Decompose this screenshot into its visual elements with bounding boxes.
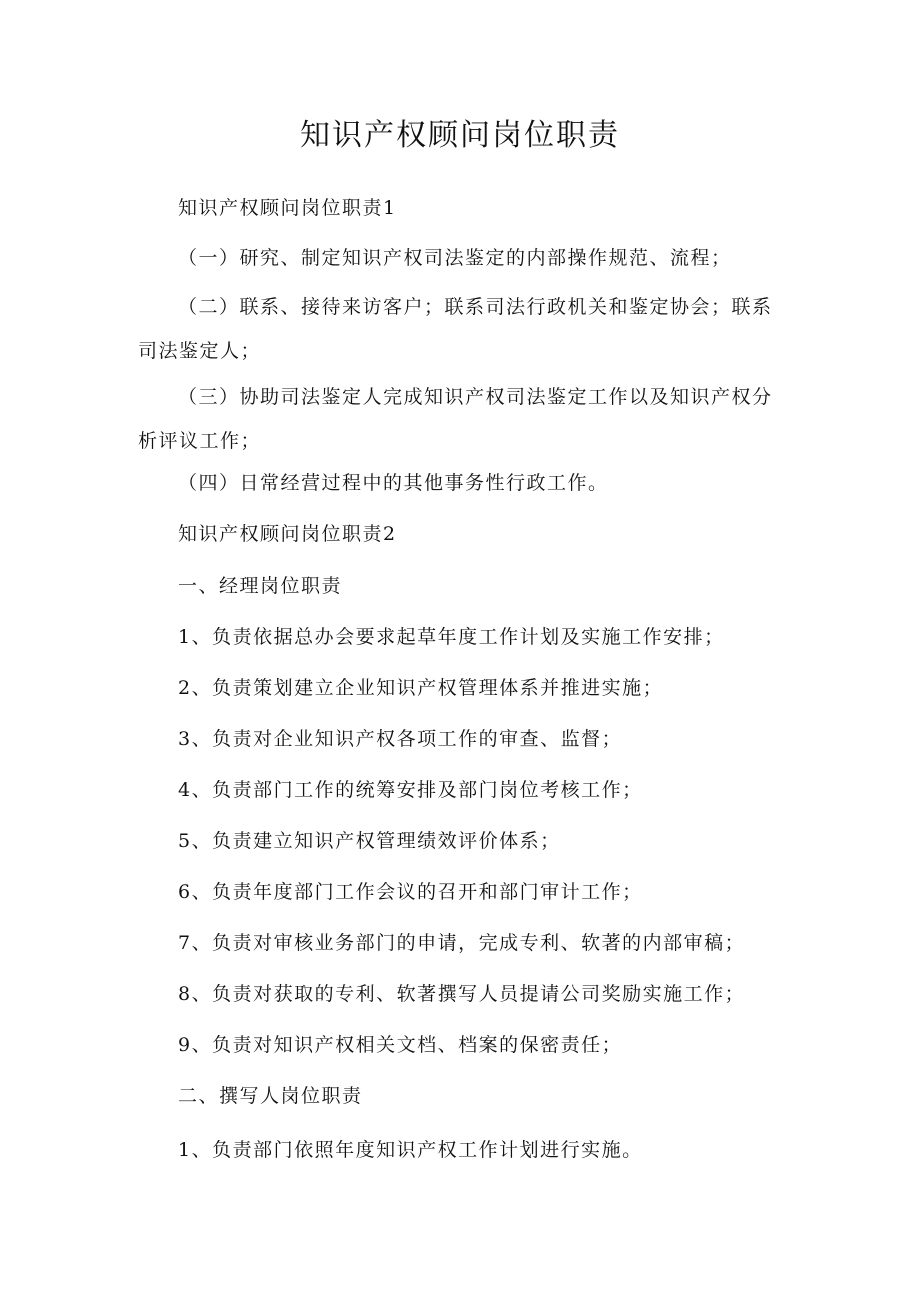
list-item: 6、负责年度部门工作会议的召开和部门审计工作； bbox=[178, 881, 643, 903]
list-item: 1、负责依据总办会要求起草年度工作计划及实施工作安排； bbox=[178, 626, 725, 648]
paragraph-item-1: （一）研究、制定知识产权司法鉴定的内部操作规范、流程； bbox=[178, 247, 732, 269]
section-heading-2: 知识产权顾问岗位职责2 bbox=[178, 523, 397, 545]
list-item: 8、负责对获取的专利、软著撰写人员提请公司奖励实施工作； bbox=[178, 983, 746, 1005]
list-item: 3、负责对企业知识产权各项工作的审查、监督； bbox=[178, 728, 623, 750]
list-item: 5、负责建立知识产权管理绩效评价体系； bbox=[178, 830, 561, 852]
paragraph-item-4: （四）日常经营过程中的其他事务性行政工作。 bbox=[178, 472, 609, 494]
list-item: 1、负责部门依照年度知识产权工作计划进行实施。 bbox=[178, 1139, 643, 1161]
list-item: 4、负责部门工作的统筹安排及部门岗位考核工作； bbox=[178, 779, 643, 801]
list-item: 7、负责对审核业务部门的申请，完成专利、软著的内部审稿； bbox=[178, 932, 746, 954]
subheading-writer: 二、撰写人岗位职责 bbox=[178, 1085, 363, 1107]
document-title: 知识产权顾问岗位职责 bbox=[300, 118, 620, 153]
paragraph-item-2: （二）联系、接待来访客户；联系司法行政机关和鉴定协会；联系司法鉴定人； bbox=[138, 296, 773, 362]
subheading-manager: 一、经理岗位职责 bbox=[178, 575, 343, 597]
list-item: 2、负责策划建立企业知识产权管理体系并推进实施； bbox=[178, 677, 664, 699]
list-item: 9、负责对知识产权相关文档、档案的保密责任； bbox=[178, 1034, 623, 1056]
section-heading-1: 知识产权顾问岗位职责1 bbox=[178, 197, 397, 219]
paragraph-item-3: （三）协助司法鉴定人完成知识产权司法鉴定工作以及知识产权分析评议工作； bbox=[138, 386, 773, 452]
